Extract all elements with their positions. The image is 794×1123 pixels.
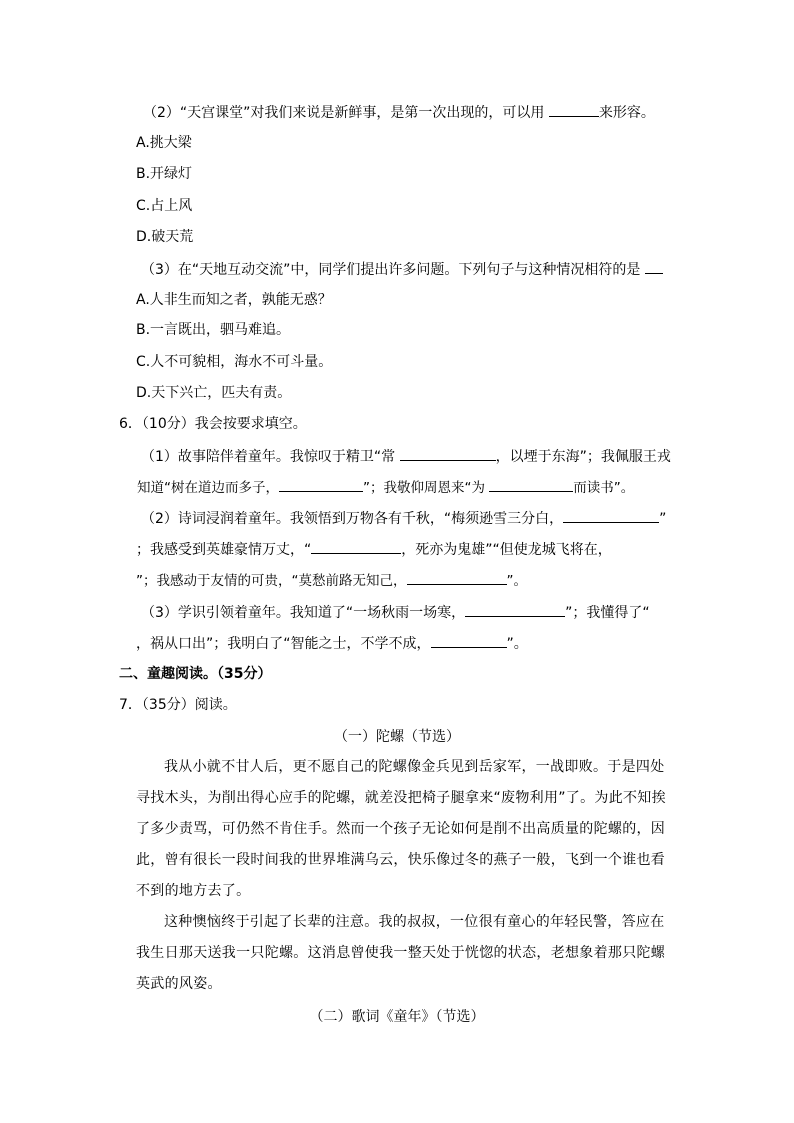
question-5-3-stem: （3）在“天地互动交流”中，同学们提出许多问题。下列句子与这种情况相符的是 (141, 259, 663, 280)
option-c: C.占上风 (136, 198, 193, 214)
option-d: D.天下兴亡，匹夫有责。 (136, 385, 292, 401)
fill-line-4: ；我感受到英雄豪情万丈，“ ，死亦为鬼雄”“但使龙城飞将在， (136, 539, 612, 560)
fill-line-2: 知道“树在道边而多子， ”；我敬仰周恩来“为 而读书”。 (137, 477, 634, 498)
passage-title-2: （二）歌词《童年》（节选） (309, 1009, 485, 1025)
fill-line-5: ”；我感动于友情的可贵，“莫愁前路无知己， ”。 (136, 570, 527, 591)
question-7-header: 7．（35分）阅读。 (119, 697, 237, 713)
option-b: B.开绿灯 (136, 166, 193, 182)
section-heading: 二、童趣阅读。（35分） (119, 666, 272, 682)
answer-blank[interactable] (465, 602, 565, 617)
fill-line-6: （3）学识引领着童年。我知道了“一场秋雨一场寒， ”；我懂得了“ (141, 602, 650, 623)
answer-blank[interactable] (549, 102, 599, 117)
fill-line-1: （1）故事陪伴着童年。我惊叹于精卫“常 ，以堙于东海”；我佩服王戎 (141, 446, 671, 467)
answer-blank[interactable] (431, 633, 507, 648)
answer-blank[interactable] (563, 508, 659, 523)
answer-blank[interactable] (407, 570, 507, 585)
passage-paragraph-1: 我从小就不甘人后，更不愿自己的陀螺像金兵见到岳家军，一战即败。于是四处寻找木头，为削出得心应手的陀螺，就差没把椅子腿拿来“废物利用”了。为此不知挨了多少责骂，可仍然不肯住手。然而一个孩子无论如何是削不出高质量的陀螺的，因此，曾有很长一段时间我的世界堆满乌云，快乐像过冬的燕子一般，飞到一个谁也看不到的地方去了。 (136, 759, 666, 899)
question-6-header: 6．（10分）我会按要求填空。 (119, 416, 307, 432)
fill-line-7: ，祸从口出”；我明白了“智能之士，不学不成， ”。 (136, 633, 528, 654)
answer-blank[interactable] (400, 446, 496, 461)
passage-title-1: （一）陀螺（节选） (334, 729, 460, 745)
option-d: D.破天荒 (136, 229, 194, 245)
answer-blank[interactable] (279, 477, 363, 492)
option-c: C.人不可貌相，海水不可斗量。 (136, 354, 333, 370)
option-b: B.一言既出，驷马难追。 (136, 322, 291, 338)
fill-line-3: （2）诗词浸润着童年。我领悟到万物各有千秋，“梅须逊雪三分白， ” (141, 508, 666, 529)
answer-blank[interactable] (489, 477, 573, 492)
option-a: A.挑大梁 (136, 135, 192, 151)
answer-blank[interactable] (645, 259, 663, 274)
passage-paragraph-2: 这种懊恼终于引起了长辈的注意。我的叔叔，一位很有童心的年轻民警，答应在我生日那天送我一只陀螺。这消息曾使我一整天处于恍惚的状态，老想象着那只陀螺英武的风姿。 (136, 914, 666, 992)
option-a: A.人非生而知之者，孰能无惑？ (136, 292, 332, 308)
answer-blank[interactable] (311, 539, 401, 554)
question-5-2-stem: （2）“天宫课堂”对我们来说是新鲜事，是第一次出现的，可以用 来形容。 (143, 102, 655, 123)
